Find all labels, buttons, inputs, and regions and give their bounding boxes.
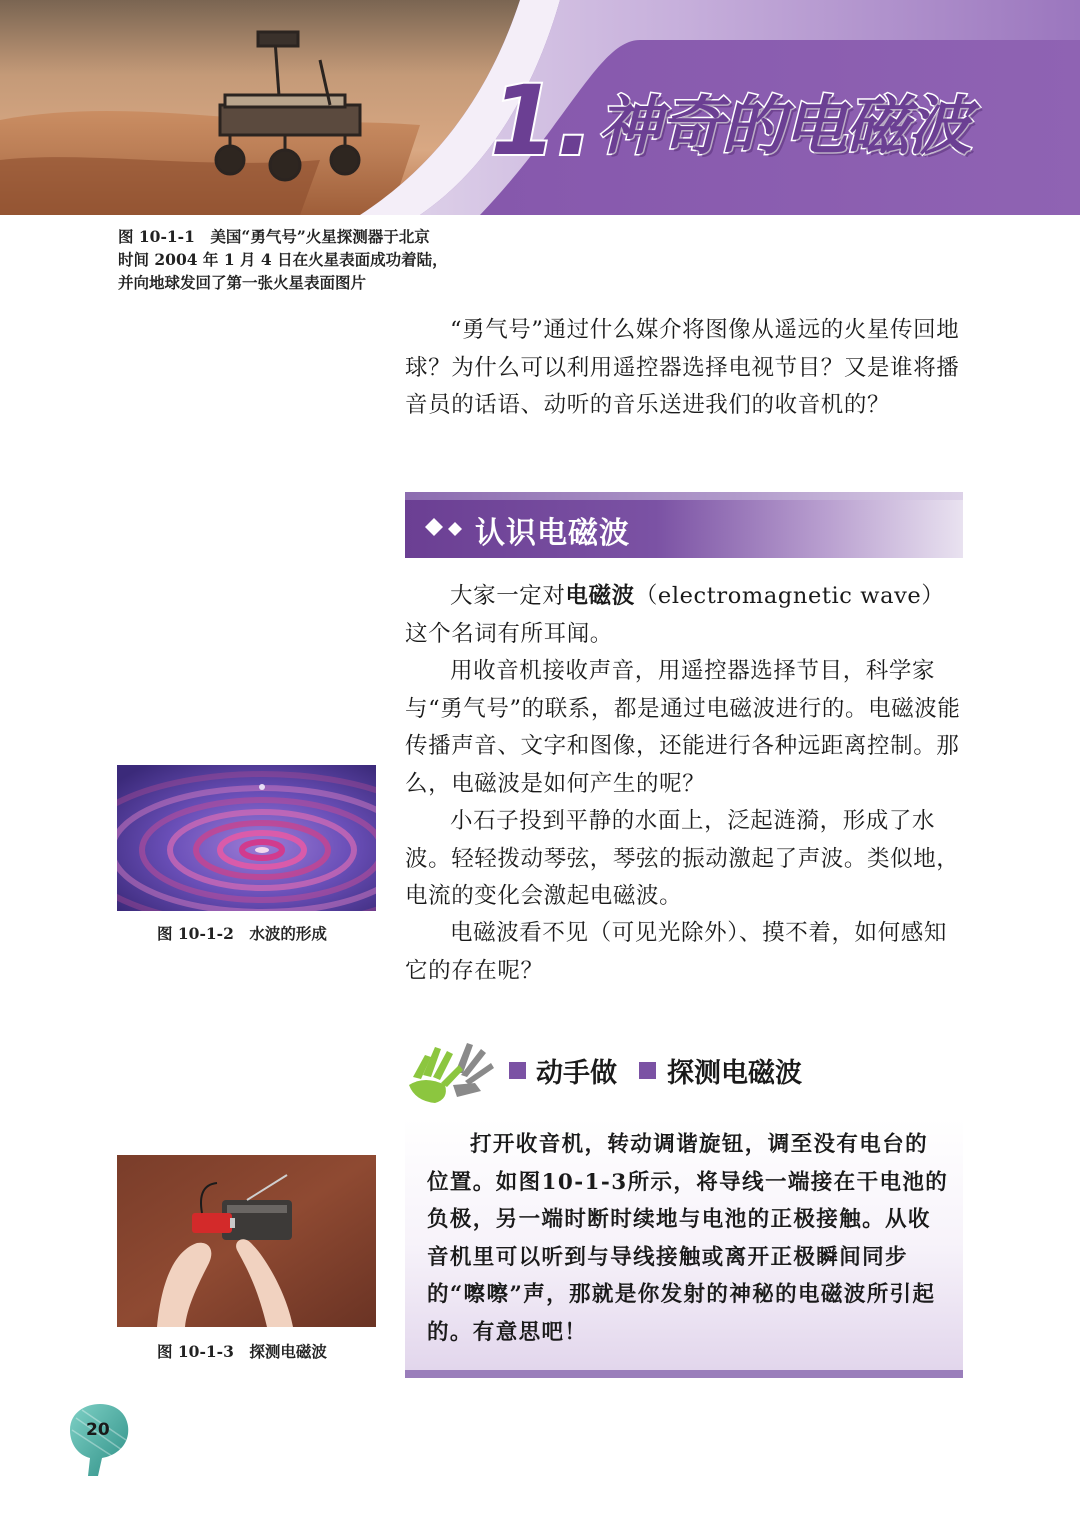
paragraph-1-start: 大家一定对 bbox=[450, 583, 566, 609]
term-electromagnetic-wave: 电磁波 bbox=[565, 583, 635, 609]
water-ripple-photo bbox=[117, 765, 376, 911]
chapter-title-text: 神奇的电磁波 bbox=[597, 90, 970, 164]
figure-3-caption: 图 10-1-3 探测电磁波 bbox=[157, 1342, 327, 1361]
activity-label: 动手做 bbox=[536, 1058, 617, 1089]
paragraph-4: 电磁波看不见（可见光除外）、摸不着，如何感知它的存在呢？ bbox=[405, 920, 947, 984]
paragraph-3: 小石子投到平静的水面上，泛起涟漪，形成了水波。轻轻拨动琴弦，琴弦的振动激起了声波。类似地，电流的变化会激起电磁波。 bbox=[405, 808, 960, 909]
radio-battery-photo bbox=[117, 1155, 376, 1327]
page-number-badge-icon bbox=[62, 1400, 134, 1480]
page-number: 20 bbox=[86, 1420, 110, 1440]
section-heading-bar bbox=[405, 492, 963, 558]
paragraph-1 bbox=[405, 578, 965, 653]
chapter-number: 1. bbox=[490, 65, 594, 177]
activity-title: 探测电磁波 bbox=[667, 1058, 802, 1089]
figure-1-caption-line: 并向地球发回了第一张火星表面图片 bbox=[118, 273, 367, 292]
diamond-bullet-icon bbox=[425, 518, 469, 538]
paragraph-1-end: （electromagnetic wave）这个名词有所耳闻。 bbox=[405, 583, 945, 647]
activity-text: 打开收音机，转动调谐旋钮，调至没有电台的位置。如图10-1-3所示，将导线一端接在干电池的负极，另一端时断时续地与电池的正极接触。从收音机里可以听到与导线接触或离开正极瞬间同步的“嚓嚓”声，那就是你发射的神秘的电磁波所引起的。有意思吧！ bbox=[427, 1132, 949, 1345]
square-bullet-icon bbox=[639, 1062, 656, 1079]
paragraph-2: 用收音机接收声音，用遥控器选择节目，科学家与“勇气号”的联系，都是通过电磁波进行的。电磁波能传播声音、文字和图像，还能进行各种远距离控制。那么，电磁波是如何产生的呢？ bbox=[405, 658, 961, 797]
figure-2-caption: 图 10-1-2 水波的形成 bbox=[157, 924, 327, 943]
figure-1-caption-line: 时间 2004 年 1 月 4 日在火星表面成功着陆， bbox=[118, 250, 448, 269]
chapter-title bbox=[490, 66, 1050, 176]
figure-1-caption bbox=[118, 225, 498, 294]
activity-heading bbox=[405, 1035, 965, 1107]
section-title: 认识电磁波 bbox=[475, 516, 630, 551]
square-bullet-icon bbox=[509, 1062, 526, 1079]
chapter-header bbox=[0, 0, 1080, 215]
activity-box bbox=[405, 1118, 963, 1370]
figure-1-caption-line: 图 10-1-1 美国“勇气号”火星探测器于北京 bbox=[118, 227, 430, 246]
intro-paragraph: “勇气号”通过什么媒介将图像从遥远的火星传回地球？为什么可以利用遥控器选择电视节目？又是谁将播音员的话语、动听的音乐送进我们的收音机的？ bbox=[405, 317, 960, 418]
hands-icon bbox=[405, 1035, 505, 1105]
